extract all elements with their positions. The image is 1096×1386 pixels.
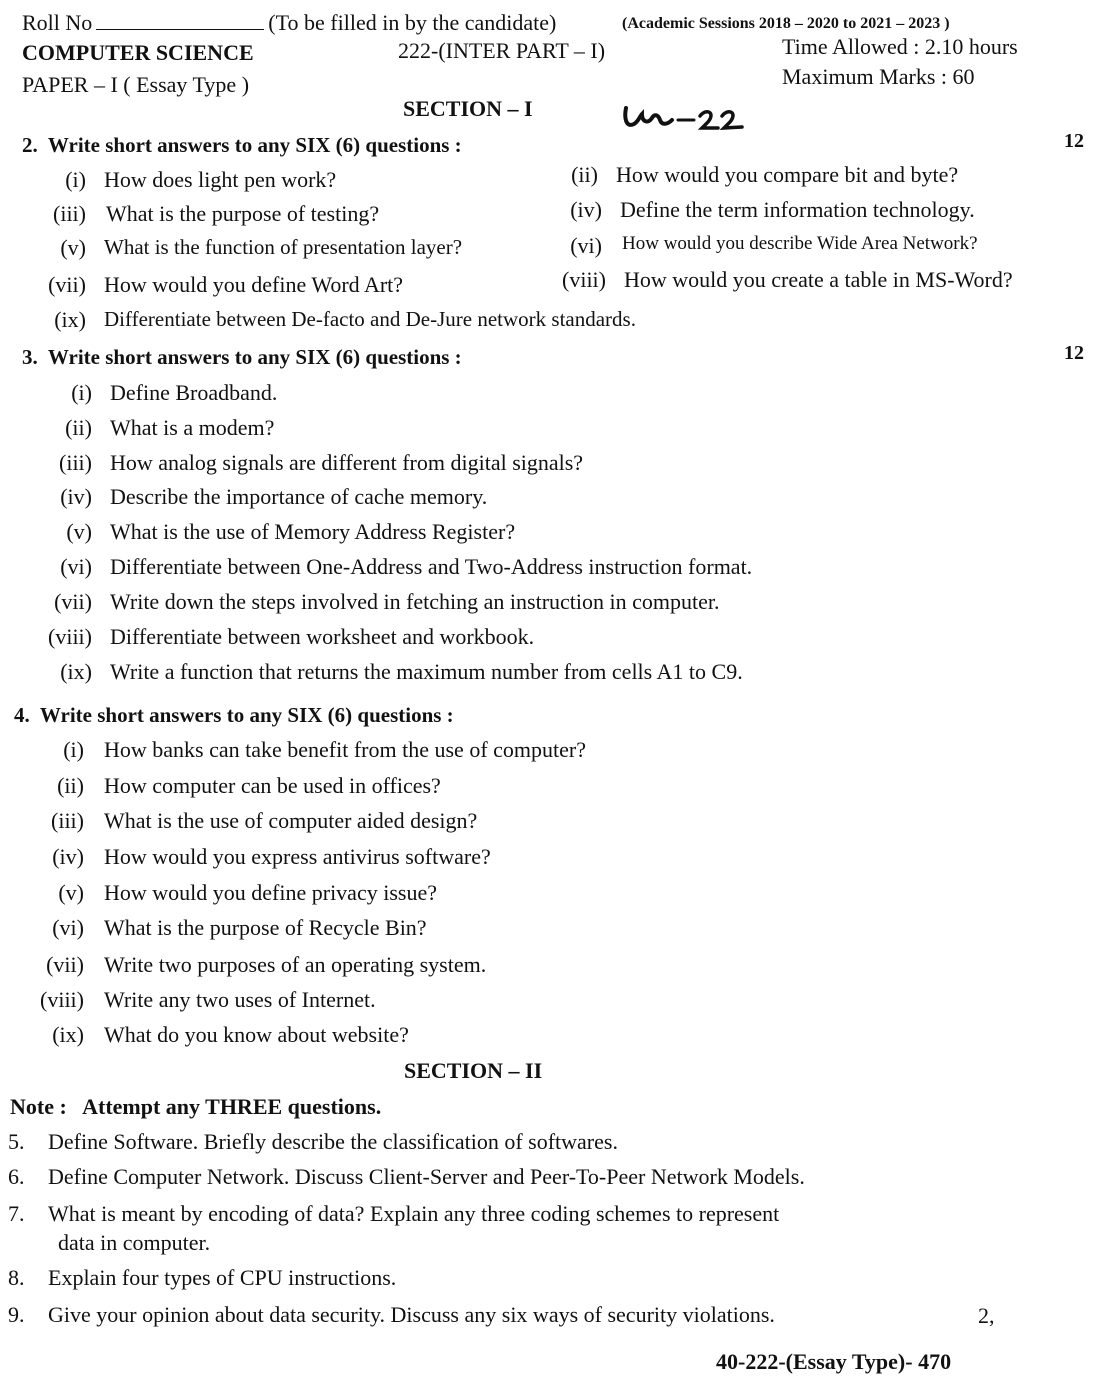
item-number: (iv): [60, 484, 92, 509]
subject-title: COMPUTER SCIENCE: [22, 40, 254, 65]
roll-no-label: Roll No: [22, 10, 93, 35]
handwritten-mark-icon: [620, 100, 750, 138]
paper-type: PAPER – I ( Essay Type ): [22, 72, 250, 97]
item-number: (vi): [52, 915, 84, 940]
item-text: How analog signals are different from digital signals?: [110, 450, 584, 475]
item-number: (iii): [51, 808, 84, 833]
page-mark: 2,: [978, 1303, 995, 1328]
item-text: Describe the importance of cache memory.: [110, 484, 488, 509]
item-number: (ii): [57, 773, 84, 798]
list-item: 6. Define Computer Network. Discuss Client-Server and Peer-To-Peer Network Models.: [8, 1164, 805, 1189]
item-text: Write two purposes of an operating system.: [104, 952, 487, 977]
note-row: [10, 1094, 381, 1120]
item-number: (i): [71, 380, 92, 405]
item-text: Define Broadband.: [110, 380, 278, 405]
item-text: Write down the steps involved in fetching an instruction in computer.: [110, 589, 720, 614]
fill-note: (To be filled in by the candidate): [268, 10, 557, 35]
q3-title: Write short answers to any SIX (6) questions :: [47, 345, 462, 369]
item-number: (vii): [54, 589, 92, 614]
item-number: (ix): [60, 659, 92, 684]
item-number: (v): [66, 519, 92, 544]
note-text: Attempt any THREE questions.: [82, 1094, 382, 1119]
item-number: (ii): [65, 415, 92, 440]
note-label: Note :: [10, 1094, 67, 1119]
item-text: Write a function that returns the maximum number from cells A1 to C9.: [110, 659, 743, 684]
maximum-marks: Maximum Marks : 60: [782, 64, 975, 89]
item-text: What is the purpose of Recycle Bin?: [104, 915, 427, 940]
item-number: (viii): [48, 624, 92, 649]
item-number: (ix): [52, 1022, 84, 1047]
list-item-continuation: data in computer.: [58, 1230, 211, 1255]
item-text: What is a modem?: [110, 415, 275, 440]
item-text: What is the use of computer aided design?: [104, 808, 478, 833]
item-number: (vii): [46, 952, 84, 977]
section-two-title: SECTION – II: [404, 1058, 543, 1083]
item-number: (iv): [52, 844, 84, 869]
item-number: (iii): [59, 450, 92, 475]
list-item: 5. Define Software. Briefly describe the classification of softwares.: [8, 1129, 618, 1154]
q3-marks: 12: [1064, 342, 1084, 364]
list-item: 9. Give your opinion about data security. Discuss any six ways of security violations.: [8, 1302, 775, 1327]
item-number: (vi): [60, 554, 92, 579]
roll-no-row: [22, 10, 556, 36]
item-text: Differentiate between worksheet and workbook.: [110, 624, 535, 649]
item-number: (v): [58, 880, 84, 905]
q2-number: 2.: [22, 133, 38, 157]
q2-heading: [22, 133, 462, 158]
q3-heading: [22, 345, 462, 370]
item-text: Differentiate between One-Address and Two-Address instruction format.: [110, 554, 753, 579]
roll-no-blank[interactable]: [96, 11, 264, 30]
item-text: How would you define privacy issue?: [104, 880, 437, 905]
item-text: How banks can take benefit from the use of computer?: [104, 737, 586, 762]
item-text: How computer can be used in offices?: [104, 773, 441, 798]
q4-heading: [14, 703, 454, 728]
item-number: (viii): [40, 987, 84, 1012]
q2-title: Write short answers to any SIX (6) questions :: [47, 133, 462, 157]
item-number: (i): [63, 737, 84, 762]
q4-title: Write short answers to any SIX (6) questions :: [39, 703, 454, 727]
footer-code: 40-222-(Essay Type)- 470: [716, 1349, 952, 1374]
item-text: What do you know about website?: [104, 1022, 409, 1047]
item-text: What is the use of Memory Address Register?: [110, 519, 516, 544]
academic-sessions: (Academic Sessions 2018 – 2020 to 2021 – 2023 ): [622, 15, 950, 32]
list-item: 8. Explain four types of CPU instructions.: [8, 1265, 397, 1290]
q3-number: 3.: [22, 345, 38, 369]
time-allowed: Time Allowed : 2.10 hours: [782, 34, 1018, 59]
q2-marks: 12: [1064, 130, 1084, 152]
section-one-title: SECTION – I: [403, 96, 533, 121]
item-text: How would you express antivirus software?: [104, 844, 491, 869]
list-item: 7. What is meant by encoding of data? Explain any three coding schemes to represent: [8, 1201, 780, 1226]
item-text: Write any two uses of Internet.: [104, 987, 376, 1012]
paper-code: 222-(INTER PART – I): [398, 38, 606, 63]
q4-number: 4.: [14, 703, 30, 727]
